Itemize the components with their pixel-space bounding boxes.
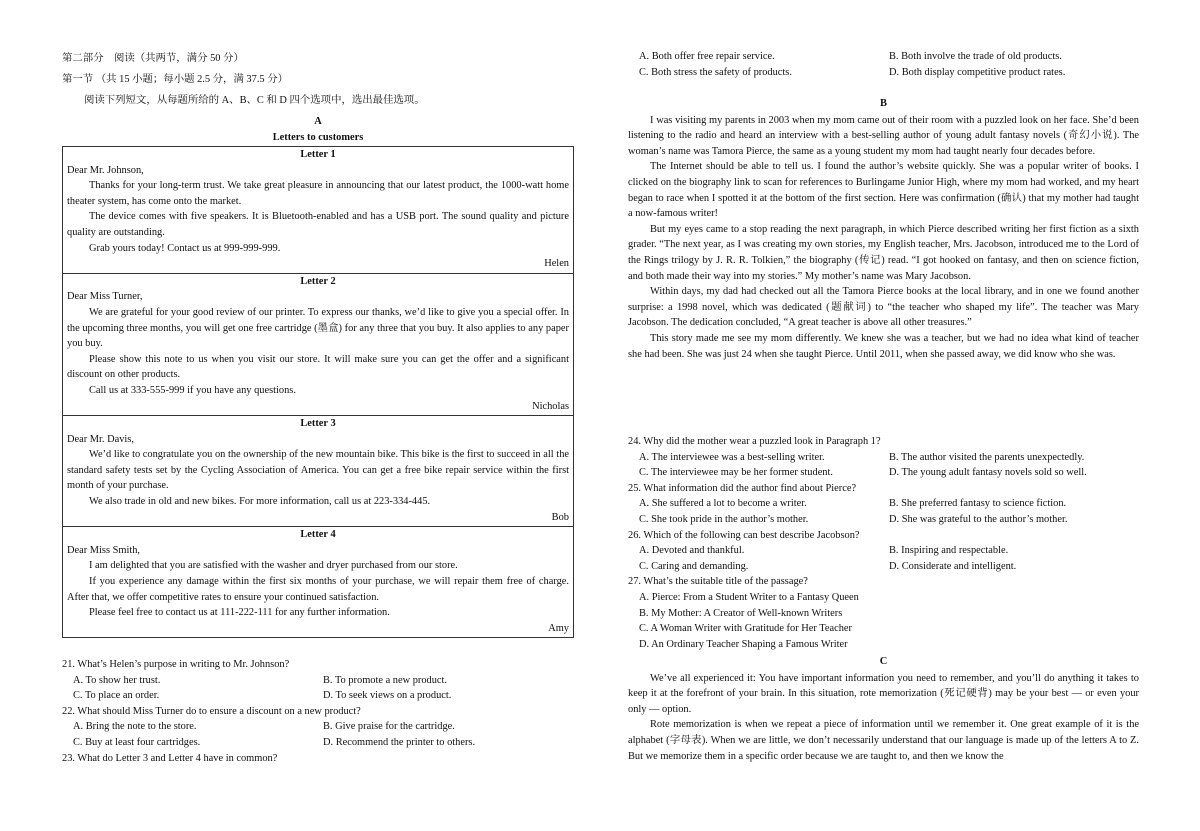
letter-4 xyxy=(63,526,573,637)
passage-paragraph: This story made me see my mom differently. We knew she was a teacher, but we had no idea what kind of teacher she had been. She was just 24 when she taught Pierce. Until 2011, when she passed away, we did know who she was. xyxy=(628,332,1139,360)
option-c[interactable]: C. Both stress the safety of products. xyxy=(639,66,792,78)
questions-a xyxy=(62,657,574,766)
passage-paragraph: We’ve all experienced it: You have important information you need to remember, and you’ll do anything it takes to keep it at the forefront of your brain. In this situation, rote memorization (死记硬背) may be your best — or even your only — option. xyxy=(628,672,1139,715)
option-d[interactable]: D. To seek views on a product. xyxy=(323,690,452,702)
option-d[interactable]: D. Considerate and intelligent. xyxy=(889,560,1017,572)
letter-paragraph: Please show this note to us when you visit our store. It will make sure you can get the offer and a significant discount on other products. xyxy=(67,353,569,381)
passage-b xyxy=(628,96,1139,362)
option-a[interactable]: A. To show her trust. xyxy=(73,674,161,686)
option-a[interactable]: A. The interviewee was a best-selling writer. xyxy=(639,451,825,463)
option-c[interactable]: C. The interviewee may be her former student. xyxy=(639,467,833,479)
passage-a-title: Letters to customers xyxy=(272,132,364,143)
question-options xyxy=(628,559,1139,575)
question-options xyxy=(628,496,1139,512)
letter-paragraph: We’d like to congratulate you on the ownership of the new mountain bike. This bike is the first to succeed in all the standard safety tests set by the Cycling Association of America. You can get a free bike repair service within the first month of your purchase. xyxy=(67,449,569,492)
letter-paragraph: Please feel free to contact us at 111-222-111 for any further information. xyxy=(89,607,390,619)
question-options xyxy=(628,512,1139,528)
letter-3 xyxy=(63,415,573,526)
question-options xyxy=(62,735,574,751)
questions-b xyxy=(628,434,1139,652)
letter-paragraph: Call us at 333-555-999 if you have any questions. xyxy=(89,384,296,396)
letter-title: Letter 2 xyxy=(300,275,336,287)
question-options xyxy=(628,65,1139,81)
question-options xyxy=(628,450,1139,466)
option-a[interactable]: A. Bring the note to the store. xyxy=(73,721,197,733)
option-b[interactable]: B. Inspiring and respectable. xyxy=(889,545,1009,557)
option-b[interactable]: B. The author visited the parents unexpectedly. xyxy=(889,451,1085,463)
letter-paragraph: I am delighted that you are satisfied with the washer and dryer purchased from our store. xyxy=(89,560,458,572)
instructions: 阅读下列短文，从每题所给的 A、B、C 和 D 四个选项中，选出最佳选项。 xyxy=(84,95,425,106)
option-a[interactable]: A. She suffered a lot to become a writer. xyxy=(639,498,807,510)
letter-paragraph: The device comes with five speakers. It is Bluetooth-enabled and has a USB port. The sound quality and picture quality are outstanding. xyxy=(67,211,569,238)
letter-signature: Amy xyxy=(548,622,569,634)
option-c[interactable]: C. She took pride in the author’s mother. xyxy=(639,513,809,525)
option-d[interactable]: D. The young adult fantasy novels sold so well. xyxy=(889,467,1087,479)
letter-1 xyxy=(63,147,573,273)
question-24: 24. Why did the mother wear a puzzled look in Paragraph 1? xyxy=(628,436,881,447)
passage-c xyxy=(628,654,1139,764)
option-b[interactable]: B. Both involve the trade of old products. xyxy=(889,51,1062,62)
option-c[interactable]: C. A Woman Writer with Gratitude for Her Teacher xyxy=(639,623,852,635)
part-header: 第二部分 阅读（共两节，满分 50 分） xyxy=(62,53,244,64)
question-22: 22. What should Miss Turner do to ensure a discount on a new product? xyxy=(62,705,361,717)
letter-greeting: Dear Mr. Davis, xyxy=(67,433,134,445)
question-options xyxy=(62,719,574,735)
question-21: 21. What’s Helen’s purpose in writing to Mr. Johnson? xyxy=(62,659,290,670)
letter-signature: Bob xyxy=(551,511,569,523)
option-b[interactable]: B. My Mother: A Creator of Well-known Writers xyxy=(639,607,843,619)
option-b[interactable]: B. Give praise for the cartridge. xyxy=(323,721,455,733)
option-a[interactable]: A. Both offer free repair service. xyxy=(639,51,775,62)
letter-greeting: Dear Miss Turner, xyxy=(67,291,143,303)
passage-paragraph: I was visiting my parents in 2003 when my mom came out of their room with a puzzled look on her face. She’d been listening to the radio and heard an interview with a best-selling author of young adult fantasy novels (奇幻小说). The woman’s name was Tamora Pierce, the same as a young student my mom had taught nearly four decades before. xyxy=(628,114,1139,157)
passage-paragraph: Rote memorization is when we repeat a piece of information until we remember it. One great example of it is the alphabet (字母表). When we are little, we don’t necessarily understand that our language is made up of the letters A to Z. But we memorize them in a specific order because we are taught to, and then we know the xyxy=(628,719,1139,762)
option-b[interactable]: B. To promote a new product. xyxy=(323,674,448,686)
question-27: 27. What’s the suitable title of the passage? xyxy=(628,576,808,588)
question-options xyxy=(628,465,1139,481)
letter-signature: Nicholas xyxy=(532,400,569,412)
option-c[interactable]: C. Buy at least four cartridges. xyxy=(73,736,201,748)
question-options xyxy=(62,673,574,689)
question-23-options xyxy=(628,49,1139,80)
letter-greeting: Dear Mr. Johnson, xyxy=(67,164,144,176)
question-options xyxy=(628,543,1139,559)
option-a[interactable]: A. Pierce: From a Student Writer to a Fantasy Queen xyxy=(639,591,859,603)
option-c[interactable]: C. To place an order. xyxy=(73,690,160,702)
question-23: 23. What do Letter 3 and Letter 4 have in common? xyxy=(62,752,278,764)
option-a[interactable]: A. Devoted and thankful. xyxy=(639,545,745,557)
passage-b-label: B xyxy=(880,98,887,109)
passage-paragraph: Within days, my dad had checked out all the Tamora Pierce books at the local library, and in one we found another surprise: a 1998 novel, which was dedicated (题献词) to “the teacher who shaped my life”. The teacher was Mary Jacobson. The dedication concluded, “A great teacher is above all other treasures.” xyxy=(628,286,1139,329)
question-options xyxy=(628,49,1139,65)
option-d[interactable]: D. She was grateful to the author’s mother. xyxy=(889,513,1068,525)
letters-table xyxy=(62,146,574,638)
passage-a-label: A xyxy=(314,116,322,127)
letter-title: Letter 3 xyxy=(300,418,336,430)
letter-signature: Helen xyxy=(544,258,569,270)
option-b[interactable]: B. She preferred fantasy to science fiction. xyxy=(889,498,1067,510)
letter-paragraph: Thanks for your long-term trust. We take great pleasure in announcing that our latest product, the 1000-watt home theater system, has come onto the market. xyxy=(67,180,569,207)
letter-2 xyxy=(63,273,573,415)
question-25: 25. What information did the author find about Pierce? xyxy=(628,482,857,494)
letter-greeting: Dear Miss Smith, xyxy=(67,544,141,556)
passage-paragraph: But my eyes came to a stop reading the next paragraph, in which Pierce described writing her first fiction as a sixth grader. “The next year, as I was creating my own stories, my English teacher, Mrs. Jacobson, introduced me to the Lord of the Rings trilogy by J. R. R. Tolkien,” the biography (传记) read. “I got hooked on fantasy, and then on science fiction, and both made their way into my stories.” My mother’s name was Mary Jacobson. xyxy=(628,223,1139,282)
question-options xyxy=(62,688,574,704)
option-d[interactable]: D. Both display competitive product rates. xyxy=(889,66,1066,78)
letter-title: Letter 4 xyxy=(300,529,336,541)
letter-paragraph: Grab yours today! Contact us at 999-999-999. xyxy=(89,242,281,254)
letter-paragraph: We are grateful for your good review of our printer. To express our thanks, we’d like to give you a special offer. In the upcoming three months, you will get one free cartridge (墨盒) for any three that you buy. It also applies to any paper you buy. xyxy=(67,306,569,350)
option-d[interactable]: D. Recommend the printer to others. xyxy=(323,736,476,748)
passage-paragraph: The Internet should be able to tell us. I found the author’s website quickly. She was a popular writer of books. I clicked on the biography link to scan for references to Burlingame Junior High, where my mom had worked, and my heart began to race when I spotted it at the bottom of the first section. Here was confirmation (确认) that my mother had taught a now-famous writer! xyxy=(628,161,1139,220)
passage-c-label: C xyxy=(879,656,888,667)
question-26: 26. Which of the following can best describe Jacobson? xyxy=(628,529,860,541)
letter-paragraph: If you experience any damage within the first six months of your purchase, we will repair them free of charge. After that, we offer competitive rates to ensure your continued satisfaction. xyxy=(67,576,569,603)
option-c[interactable]: C. Caring and demanding. xyxy=(639,560,749,572)
section-header: 第一节 （共 15 小题；每小题 2.5 分，满 37.5 分） xyxy=(62,74,288,85)
letter-title: Letter 1 xyxy=(300,149,336,160)
letter-paragraph: We also trade in old and new bikes. For more information, call us at 223-334-445. xyxy=(89,496,431,508)
option-d[interactable]: D. An Ordinary Teacher Shaping a Famous Writer xyxy=(639,638,848,650)
